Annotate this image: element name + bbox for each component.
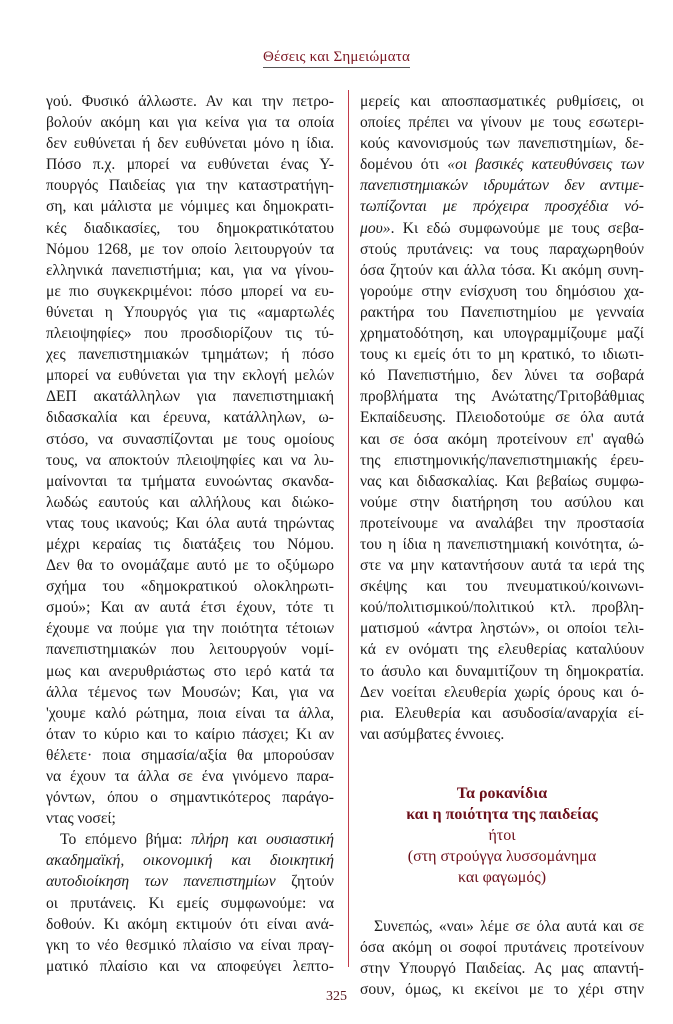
text-line: σχήμα του «δημοκρατικού ολοκληρωτι- <box>46 578 334 596</box>
text-line: γκη το νέο θεσμικό πλαίσιο να είναι πραγ- <box>46 936 334 954</box>
text-line: οι πρυτάνεις. Κι εμείς συμφωνούμε: να <box>46 894 334 912</box>
text-line: βολούν ακόμη και για κείνα για τα οποία <box>46 114 334 132</box>
text-line: προβλήματα της Ανώτατης/Τριτοβάθμιας <box>360 388 644 406</box>
text-line: Νόμου 1268, με τον οποίο λειτουργούν τα <box>46 240 334 258</box>
text-line: κούς κανονισμούς των πανεπιστημίων, δε- <box>360 135 644 153</box>
text-line: χρηματοδότηση, και υπογραμμίζουμε μαζί <box>360 325 644 343</box>
text-line: της επιστημονικής/πανεπιστημιακής έρευ- <box>360 451 644 469</box>
text-line: κό Πανεπιστήμιο, δεν λύνει τα σοβαρά <box>360 367 644 385</box>
text-line: κού/πολιτισμικού/πολιτικού κτλ. προβλη- <box>360 599 644 617</box>
text-line <box>360 218 644 239</box>
text-line: κά εν ονόματι της ελευθερίας καταλύουν <box>360 641 644 659</box>
section-connector: ήτοι <box>488 826 516 844</box>
text-run: ζητούν <box>275 873 334 891</box>
text-line: Πόσο π.χ. μπορεί να ευθύνεται ένας Υ- <box>46 156 334 174</box>
italic-run: αυτοδιοίκηση των πανεπιστημίων <box>46 873 276 891</box>
text-line: Εκπαίδευσης. Πλειοδοτούμε σε όλα αυτά <box>360 409 644 427</box>
text-line: ματισμού «άντρα ληστών», οι οποίοι τελι- <box>360 620 644 638</box>
section-subtitle-line1: (στη στρούγγα λυσσομάνημα <box>407 847 597 865</box>
text-line: νούμε στην διατήρηση του ασύλου και <box>360 493 644 511</box>
text-line: οποίες πρέπει να γίνουν με τους εσωτερι- <box>360 114 644 132</box>
text-line: ΔΕΠ ακατάλληλων για πανεπιστημιακή <box>46 388 334 406</box>
italic-run: μου» <box>360 219 391 237</box>
text-line: ματικό πλαίσιο και να αποφεύγει λεπτο- <box>46 957 334 975</box>
text-line: σουν, όμως, κι εκείνοι με το χέρι στην <box>360 981 644 999</box>
text-run: δομένου ότι <box>360 156 448 174</box>
right-column <box>360 91 644 1000</box>
text-line: να έχουν τα άλλα σε ένα γινόμενο παρα- <box>46 768 334 785</box>
text-line: ντας νοσεί; <box>46 810 116 828</box>
text-line <box>46 829 334 850</box>
text-line: δοθούν. Κι ακόμη εκτιμούν ότι είναι ανά- <box>46 915 334 933</box>
page-number: 325 <box>326 989 347 1004</box>
text-line: 'χουμε καλό ρώτημα, ποια είναι τα άλλα, <box>46 704 334 722</box>
text-line: γόντων, όπου ο σημαντικότερος παράγο- <box>46 789 334 807</box>
text-line: όσα ακόμη οι σοφοί πρυτάνεις προτείνουν <box>360 939 644 956</box>
section-title-line2: και η ποιότητα της παιδείας <box>406 805 598 823</box>
text-line: Δεν νοείται ελευθερία χωρίς όρους και ό- <box>360 683 644 701</box>
text-line <box>360 154 644 175</box>
text-line: του η ίδια η πανεπιστημιακή κοινότητα, ώ- <box>360 535 644 553</box>
text-line: όταν το κύριο και το καίριο πάσχει; Κι αν <box>46 725 334 743</box>
running-title: Θέσεις και Σημειώματα <box>263 49 410 68</box>
text-line: θέλετε· ποια σημασία/αξία θα μπορούσαν <box>46 746 334 764</box>
text-line: νας και διδασκαλίας. Και βεβαίως συμφω- <box>360 472 644 490</box>
italic-run: «οι βασικές κατευθύνσεις των <box>447 156 644 174</box>
text-line: μέχρι κεραίας τις διατάξεις του Νόμου. <box>46 535 334 553</box>
text-line: με πιο συγκεκριμένοι: πόσο μπορεί να ευ- <box>46 282 334 300</box>
text-line: έχουμε να πούμε για την ποιότητα τέτοιων <box>46 620 334 638</box>
text-line: σκέψης και του πνευματικού/κοινωνι- <box>360 578 644 596</box>
text-line: στην Υπουργό Παιδείας. Ας μας απαντή- <box>360 960 644 978</box>
text-line: σμού»; Και αν αυτά έτσι έχουν, τότε τι <box>46 599 334 617</box>
text-line <box>46 871 334 892</box>
text-run: . Κι εδώ συμφωνούμε με τους σεβα- <box>390 219 644 237</box>
text-line: μερείς και αποσπασματικές ρυθμίσεις, οι <box>360 93 644 110</box>
text-line: θύνεται η Υπουργός για τις «αμαρτωλές <box>46 303 334 321</box>
text-line: πουργός Παιδείας για την καταστρατήγη- <box>46 177 334 195</box>
text-line: ση, και μάλιστα με νόμιμες και δημοκρατι- <box>46 198 334 216</box>
running-header <box>0 48 673 68</box>
text-line: πλειοψηφίες» που προσδιορίζουν τις τύ- <box>46 325 334 343</box>
text-line: λωδώς εαυτούς και αλλήλους και διώκο- <box>46 493 334 511</box>
text-line: μαίνονται τα τμήματα ευνοώντας σκανδα- <box>46 472 334 490</box>
text-line: ρια. Ελευθερία και ασυδοσία/αναρχία εί- <box>360 704 644 722</box>
text-line: ελληνικά πανεπιστήμια; και, για να γίνου- <box>46 261 334 279</box>
text-line: πανεπιστημιακών ιδρυμάτων δεν αντιμε- <box>360 177 644 195</box>
section-subtitle-line2: και φαγωμός) <box>457 868 547 886</box>
text-line: μπορεί να ευθύνεται για την εκλογή μελών <box>46 367 334 385</box>
text-run: Το επόμενο βήμα: <box>60 831 192 849</box>
text-line: γορούμε στην ενίσχυση του δημόσιου χα- <box>360 282 644 300</box>
text-line: ντας τους ικανούς; Και όλα αυτά τηρώντας <box>46 514 334 532</box>
section-title-line1: Τα ροκανίδια <box>456 784 548 802</box>
text-line: γού. Φυσικό άλλωστε. Αν και την πετρο- <box>46 93 334 110</box>
text-line: στε να μην καταντήσουν αυτά τα ιερά της <box>360 557 644 575</box>
text-line: τους, να αποκτούν πλειοψηφίες και να λυ- <box>46 451 334 469</box>
text-line: τους κι εμείς ότι το μη κρατικό, το ιδιωτι- <box>360 346 644 364</box>
text-line: και σε όσα ακόμη προτείνουν επ' αγαθώ <box>360 430 644 448</box>
text-line: τωπίζονται με πρόχειρα προσχέδια νό- <box>360 198 644 216</box>
text-line: άλλα τέμενος των Μουσών; Και, για να <box>46 683 334 701</box>
text-line: Δεν θα το ονομάζαμε αυτό με το οξύμωρο <box>46 557 334 575</box>
text-line: ρακτήρα του Πανεπιστημίου με γενναία <box>360 303 644 321</box>
column-divider <box>348 90 349 967</box>
text-line: μως και ανερυθριάστως στο ιερό κατά τα <box>46 662 334 680</box>
text-line: το άσυλο και δυναμιτίζουν τη δημοκρατία. <box>360 662 644 680</box>
text-line: πανεπιστημιακών που λειτουργούν νομί- <box>46 641 334 659</box>
text-line: δεν ευθύνεται ή δεν ευθύνεται μόνο η ίδια. <box>46 135 334 153</box>
text-line: κές διαδικασίες, του δημοκρατικότατου <box>46 219 334 237</box>
text-line: όσα ζητούν και άλλα τόσα. Κι ακόμη συνη- <box>360 261 644 279</box>
section-heading <box>360 783 644 888</box>
text-line: στούς πρυτάνεις: να τους παραχωρηθούν <box>360 240 644 258</box>
text-line: χες πανεπιστημιακών τμημάτων; ή πόσο <box>46 346 334 364</box>
italic-run: πλήρη και ουσιαστική <box>191 831 335 849</box>
text-line: Συνεπώς, «ναι» λέμε σε όλα αυτά και σε <box>374 917 644 935</box>
text-line: ακαδημαϊκή, οικονομική και διοικητική <box>46 852 334 870</box>
left-column <box>46 91 334 977</box>
text-line: διδασκαλία και έρευνα, κατάλληλων, ω- <box>46 409 334 427</box>
text-line: ναι ασύμβατες έννοιες. <box>360 725 505 743</box>
text-line: προτείνουμε να αναλάβει την προστασία <box>360 514 644 532</box>
text-line: στόσο, να συνασπίζονται με τους ομοίους <box>46 430 334 448</box>
